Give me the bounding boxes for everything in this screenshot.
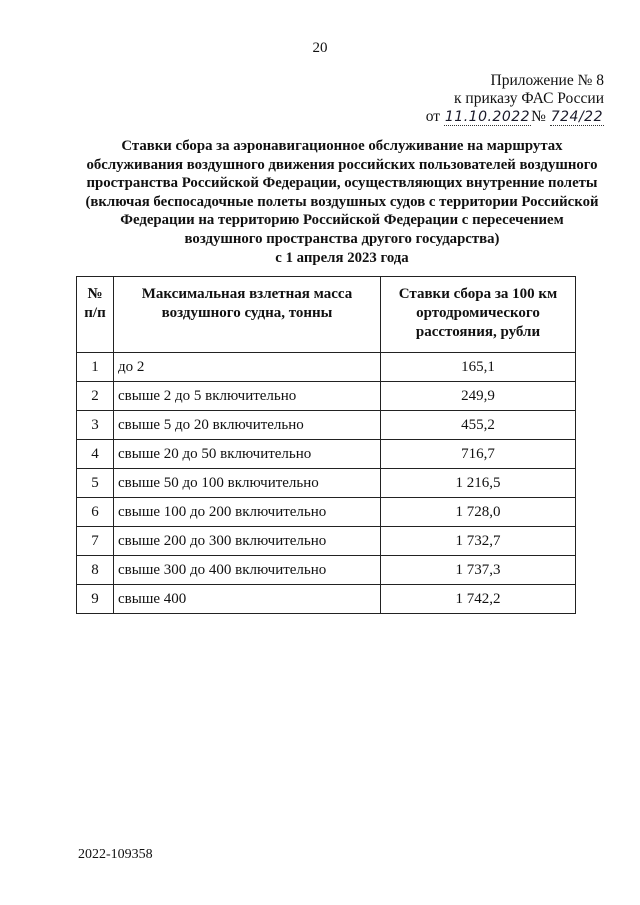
document-title (62, 137, 622, 267)
title-line: воздушного пространства другого государства) (184, 230, 500, 247)
row-mass: свыше 2 до 5 включительно (114, 382, 381, 411)
rates-table (76, 276, 576, 614)
number-sign: № (531, 108, 546, 125)
page-number: 20 (312, 40, 328, 56)
appendix-order-reference: к приказу ФАС России (454, 90, 604, 107)
header-mass-line: Максимальная взлетная масса (141, 286, 353, 302)
header-number-line: п/п (84, 305, 106, 321)
row-number: 7 (77, 527, 114, 556)
row-rate: 1 216,5 (381, 469, 576, 498)
header-number (77, 277, 114, 353)
row-rate: 165,1 (381, 353, 576, 382)
handwritten-date: 11.10.2022 (444, 109, 531, 125)
table-row (77, 382, 576, 411)
table-row (77, 469, 576, 498)
title-line: с 1 апреля 2023 года (275, 249, 409, 266)
row-rate: 1 728,0 (381, 498, 576, 527)
title-line: (включая беспосадочные полеты воздушных судов с территории Российской (85, 193, 599, 210)
row-mass: свыше 20 до 50 включительно (114, 440, 381, 469)
header-rate (381, 277, 576, 353)
row-number: 2 (77, 382, 114, 411)
appendix-header (364, 72, 604, 126)
header-number-line: № (87, 286, 103, 302)
table-header-row (77, 277, 576, 353)
row-number: 9 (77, 585, 114, 614)
row-rate: 1 732,7 (381, 527, 576, 556)
table-row (77, 411, 576, 440)
title-line: Федерации на территорию Российской Федерации с пересечением (120, 212, 564, 229)
header-mass (114, 277, 381, 353)
table-row (77, 585, 576, 614)
row-number: 4 (77, 440, 114, 469)
header-mass-line: воздушного судна, тонны (161, 305, 333, 321)
from-prefix: от (425, 108, 441, 125)
header-rate-line: Ставки сбора за 100 км (398, 286, 558, 302)
row-number: 8 (77, 556, 114, 585)
row-number: 3 (77, 411, 114, 440)
row-mass: свыше 300 до 400 включительно (114, 556, 381, 585)
table-row (77, 556, 576, 585)
order-date-number-line (364, 108, 604, 126)
row-mass: свыше 50 до 100 включительно (114, 469, 381, 498)
title-line: обслуживания воздушного движения российских пользователей воздушного (86, 156, 598, 173)
header-rate-line: ортодромического (416, 305, 540, 321)
row-number: 6 (77, 498, 114, 527)
row-rate: 1 737,3 (381, 556, 576, 585)
row-number: 5 (77, 469, 114, 498)
title-line: пространства Российской Федерации, осуществляющих внутренние полеты (86, 175, 598, 192)
table-row (77, 440, 576, 469)
appendix-title: Приложение № 8 (490, 72, 604, 89)
row-rate: 249,9 (381, 382, 576, 411)
row-rate: 455,2 (381, 411, 576, 440)
header-rate-line: расстояния, рубли (415, 324, 541, 340)
table-row (77, 353, 576, 382)
handwritten-order-number: 724/22 (550, 109, 603, 125)
table-row (77, 527, 576, 556)
title-line: Ставки сбора за аэронавигационное обслуживание на маршрутах (121, 138, 563, 154)
row-mass: свыше 400 (114, 585, 381, 614)
row-mass: свыше 100 до 200 включительно (114, 498, 381, 527)
row-mass: свыше 5 до 20 включительно (114, 411, 381, 440)
row-rate: 1 742,2 (381, 585, 576, 614)
row-number: 1 (77, 353, 114, 382)
document-id: 2022-109358 (78, 847, 153, 862)
row-rate: 716,7 (381, 440, 576, 469)
row-mass: свыше 200 до 300 включительно (114, 527, 381, 556)
table-row (77, 498, 576, 527)
row-mass: до 2 (114, 353, 381, 382)
